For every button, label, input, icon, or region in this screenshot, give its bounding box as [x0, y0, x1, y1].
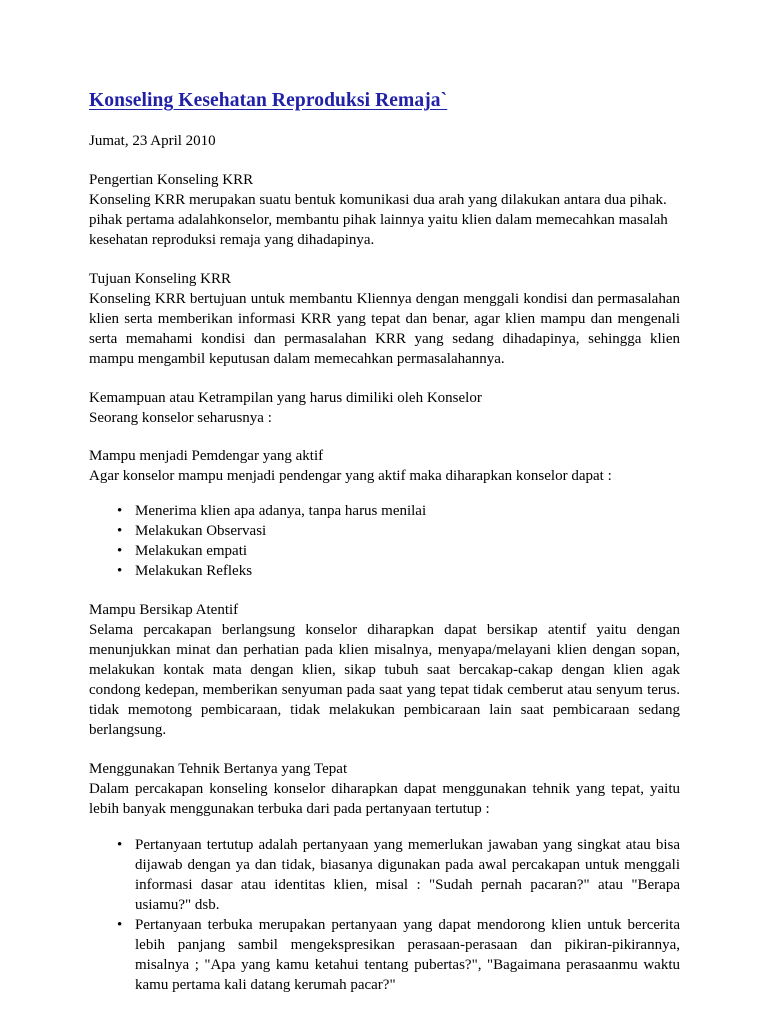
- section-heading-tehnik: Menggunakan Tehnik Bertanya yang Tepat: [89, 760, 348, 777]
- section-heading-pendengar: Mampu menjadi Pemdengar yang aktif: [89, 448, 324, 465]
- list-item: [89, 542, 680, 562]
- bullet-list-tehnik: [89, 836, 680, 996]
- list-item-label: Melakukan empati: [135, 543, 248, 560]
- section-body-pendengar: Agar konselor mampu menjadi pendengar yang aktif maka diharapkan konselor dapat :: [89, 468, 612, 485]
- list-item-label: Melakukan Observasi: [135, 523, 267, 540]
- section-heading-atentif: Mampu Bersikap Atentif: [89, 602, 239, 619]
- document-date: Jumat, 23 April 2010: [89, 133, 216, 150]
- bullet-icon: •: [117, 523, 123, 540]
- bullet-icon: •: [117, 503, 123, 520]
- section-body-pengertian: Konseling KRR merupakan suatu bentuk komunikasi dua arah yang dilakukan antara dua pihak. pihak pertama adalahkonselor, membantu pihak lainnya yaitu klien dalam memecahkan masalah kesehatan reproduksi remaja yang dihadapinya.: [89, 192, 668, 248]
- page-title: Konseling Kesehatan Reproduksi Remaja`: [89, 90, 448, 111]
- bullet-list-pendengar: [89, 502, 680, 582]
- bullet-icon: •: [117, 917, 123, 934]
- list-item-label: Pertanyaan terbuka merupakan pertanyaan yang dapat mendorong klien untuk bercerita lebih panjang sambil mengekspresikan perasaan-perasaan dan pikiran-pikirannya, misalnya ; "Apa yang kamu ketahui tentang pubertas?", "Bagaimana perasaanmu waktu kamu pertama kali datang kerumah pacar?": [135, 917, 680, 994]
- list-item: [89, 836, 680, 916]
- section-body-kemampuan: Seorang konselor seharusnya :: [89, 409, 272, 426]
- section-body-tujuan: Konseling KRR bertujuan untuk membantu Kliennya dengan menggali kondisi dan permasalahan klien serta memberikan informasi KRR yang tepat dan benar, agar klien mampu dan mengenali serta memahami kondisi dan permasalahan KRR yang sedang dihadapinya, sehingga klien mampu mengambil keputusan dalam memecahkan permasalahannya.: [89, 290, 680, 367]
- section-kemampuan: [89, 389, 680, 429]
- section-pengertian: [89, 171, 680, 251]
- bullet-icon: •: [117, 837, 123, 854]
- section-body-tehnik: Dalam percakapan konseling konselor diharapkan dapat menggunakan tehnik yang tepat, yaitu lebih banyak menggunakan terbuka dari pada pertanyaan tertutup :: [89, 780, 680, 817]
- section-atentif: [89, 601, 680, 741]
- list-item-label: Melakukan Refleks: [135, 563, 253, 580]
- list-item: [89, 562, 680, 582]
- section-tujuan: [89, 270, 680, 370]
- list-item-label: Menerima klien apa adanya, tanpa harus menilai: [135, 503, 427, 520]
- list-item: [89, 916, 680, 996]
- section-heading-tujuan: Tujuan Konseling KRR: [89, 270, 231, 287]
- bullet-icon: •: [117, 563, 123, 580]
- section-heading-kemampuan: Kemampuan atau Ketrampilan yang harus dimiliki oleh Konselor: [89, 389, 482, 406]
- section-pendengar: [89, 447, 680, 487]
- list-item-label: Pertanyaan tertutup adalah pertanyaan yang memerlukan jawaban yang singkat atau bisa dijawab dengan ya dan tidak, biasanya digunakan pada awal percakapan untuk menggali informasi dasar atau identitas klien, misal : "Sudah pernah pacaran?" atau "Berapa usiamu?" dsb.: [135, 837, 680, 914]
- section-tehnik: [89, 760, 680, 820]
- section-heading-pengertian: Pengertian Konseling KRR: [89, 172, 254, 189]
- list-item: [89, 522, 680, 542]
- bullet-icon: •: [117, 543, 123, 560]
- list-item: [89, 502, 680, 522]
- section-body-atentif: Selama percakapan berlangsung konselor diharapkan dapat bersikap atentif yaitu dengan menunjukkan minat dan perhatian pada klien misalnya, menyapa/melayani klien dengan sopan, melakukan kontak mata dengan klien, sikap tubuh saat bercakap-cakap dengan klien agak condong kedepan, memberikan senyuman pada saat yang tepat tidak cemberut atau senyum terus. tidak memotong pembicaraan, tidak melakukan pembicaraan lain saat pembicaraan sedang berlangsung.: [89, 622, 680, 738]
